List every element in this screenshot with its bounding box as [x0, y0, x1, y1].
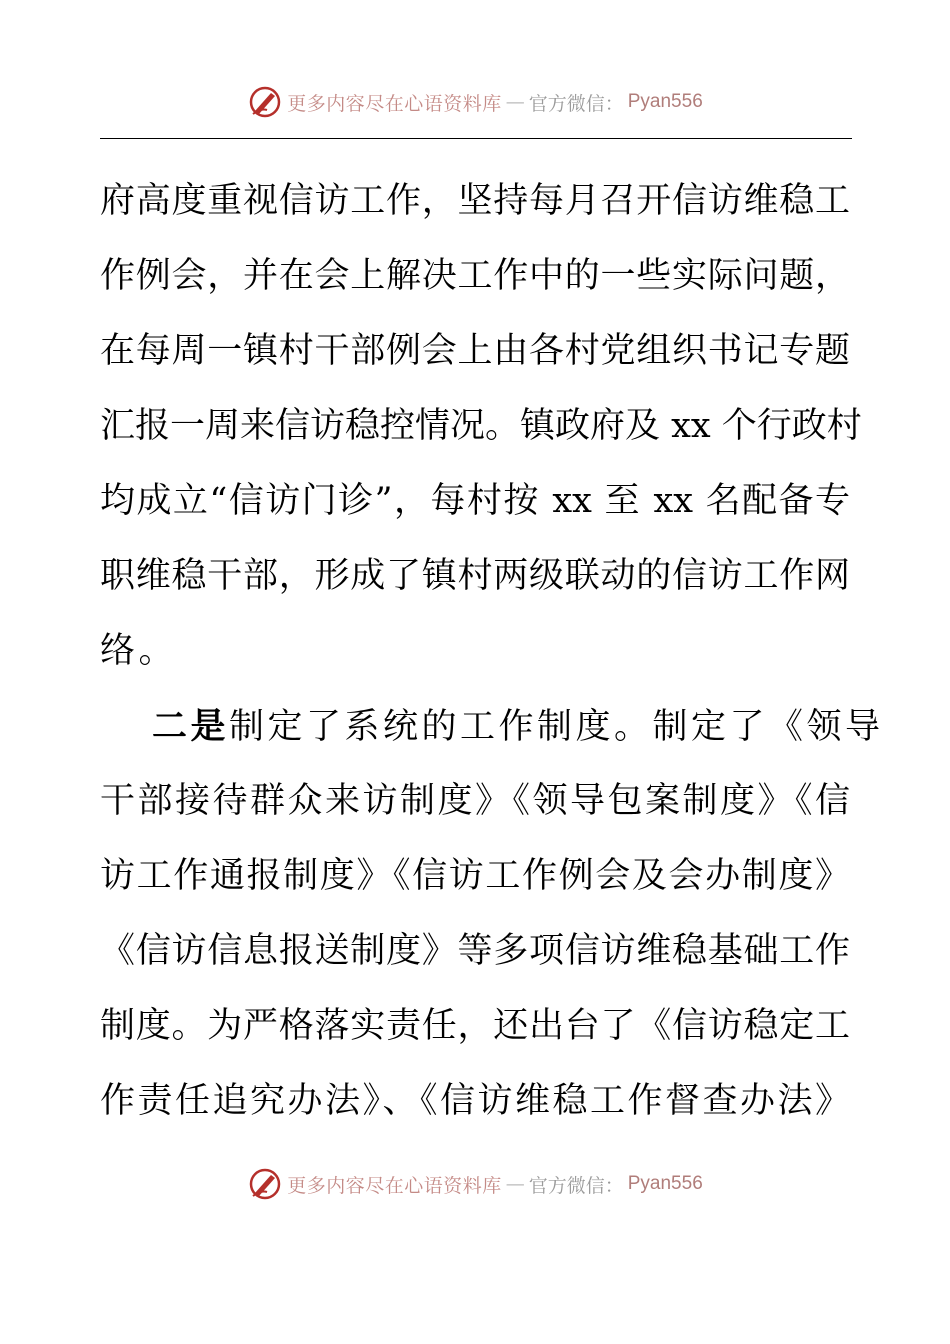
text-line: 作责任追究办法》、《信访维稳工作督查办法》 [100, 1081, 850, 1121]
separator: — [505, 91, 525, 113]
text-line: 干部接待群众来访制度》《领导包案制度》《信 [100, 781, 850, 821]
site-slogan: 更多内容尽在心语资料库 [287, 1174, 502, 1197]
wechat-id: Pyan556 [627, 91, 703, 112]
paragraph-text: 制定了系统的工作制度。制定了《领导 [229, 707, 884, 747]
separator: — [505, 1173, 525, 1195]
site-slogan: 更多内容尽在心语资料库 [287, 92, 502, 115]
text-line: 在每周一镇村干部例会上由各村党组织书记专题 [100, 331, 850, 371]
pen-circle-logo-icon [247, 1166, 283, 1202]
wechat-label: 官方微信： [528, 1174, 624, 1197]
document-body [100, 164, 884, 1139]
paragraph-2-first-line [100, 689, 884, 764]
header-banner [0, 82, 950, 122]
text-line: 作例会，并在会上解决工作中的一些实际问题， [100, 256, 850, 296]
text-line: 均成立“信访门诊”，每村按 xx 至 xx 名配备专 [100, 481, 850, 521]
footer-banner [0, 1164, 950, 1204]
paragraph-lead: 二是 [152, 706, 230, 747]
text-line: 访工作通报制度》《信访工作例会及会办制度》 [100, 856, 850, 896]
header-divider [100, 138, 852, 139]
wechat-label: 官方微信： [528, 92, 624, 115]
text-line: 汇报一周来信访稳控情况。镇政府及 xx 个行政村 [100, 406, 862, 446]
text-line: 《信访信息报送制度》等多项信访维稳基础工作 [100, 931, 850, 971]
text-line: 络。 [100, 631, 178, 671]
pen-circle-logo-icon [247, 84, 283, 120]
text-line: 府高度重视信访工作，坚持每月召开信访维稳工 [100, 181, 850, 221]
text-line: 职维稳干部，形成了镇村两级联动的信访工作网 [100, 556, 850, 596]
text-line: 制度。为严格落实责任，还出台了《信访稳定工 [100, 1006, 850, 1046]
wechat-id: Pyan556 [627, 1173, 703, 1194]
